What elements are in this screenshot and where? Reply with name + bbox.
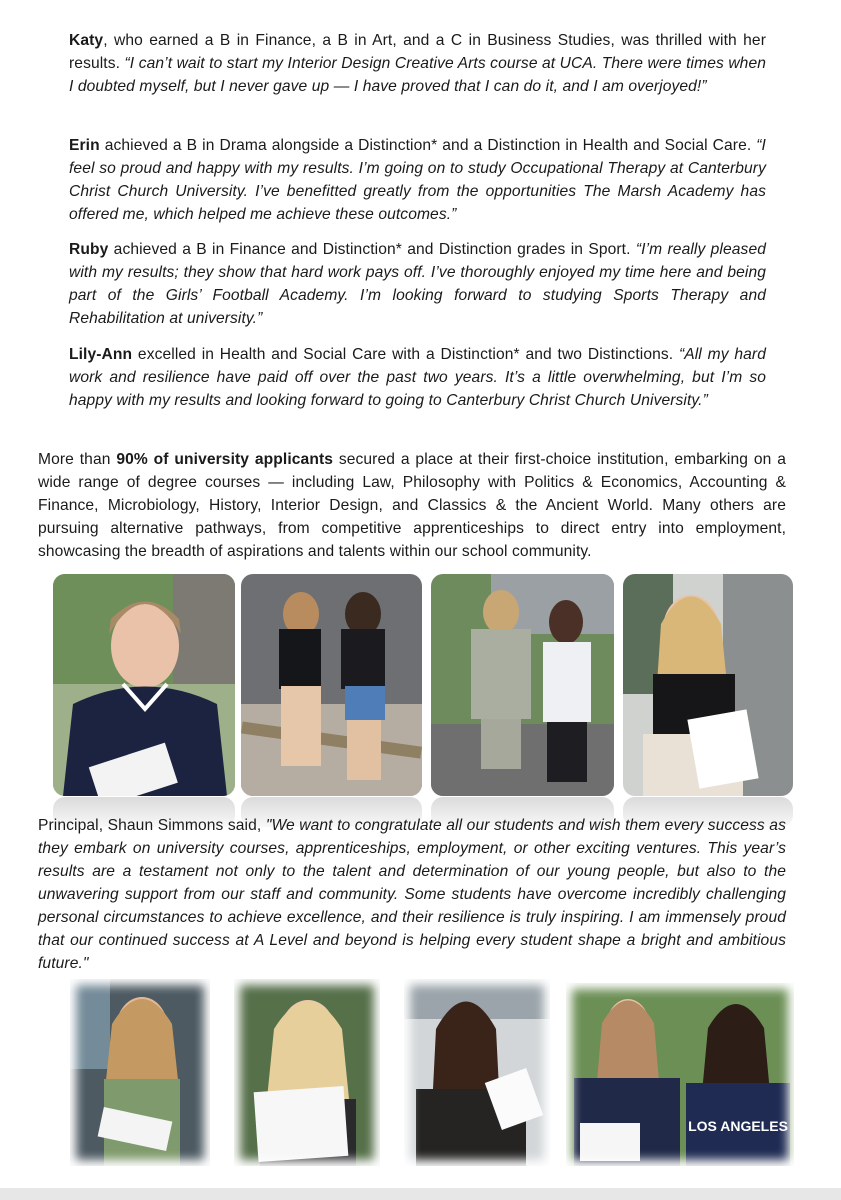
katy-name: Katy	[69, 32, 104, 49]
erin-quote: “I feel so proud and happy with my results. I’m going on to study Occupational Therapy at Canterbury Christ Church University. I’ve benefitted greatly from the opportunities The Marsh Academy has offered me, which helped me achieve these outcomes.”	[69, 137, 766, 223]
photo-students-hugging-courtyard	[241, 574, 422, 796]
ruby-paragraph	[69, 238, 766, 330]
katy-paragraph	[69, 29, 766, 98]
photo-student-blonde-results	[234, 979, 380, 1166]
erin-paragraph	[69, 134, 766, 226]
photo-students-hoodie-hug	[431, 574, 614, 796]
principal-text: Principal, Shaun Simmons said,	[38, 817, 266, 834]
photo-two-students-results	[566, 983, 794, 1166]
ruby-quote: “I’m really pleased with my results; they show that hard work pays off. I’ve thoroughly enjoyed my time here and being part of the Girls’ Football Academy. I’m looking forward to studying Sports Therapy and Rehabilitation at university.”	[69, 241, 766, 327]
photo-student-football-kit	[53, 574, 235, 796]
ruby-text: achieved a B in Finance and Distinction* and Distinction grades in Sport.	[108, 241, 636, 258]
shirt-logo-text: LOS ANGELES	[688, 1118, 788, 1134]
applicants-highlight: 90% of university applicants	[116, 451, 334, 468]
principal-paragraph	[38, 814, 786, 975]
katy-text: , who earned a B in Finance, a B in Art, and a C in Business Studies, was thrilled with her results.	[69, 32, 766, 72]
applicants-text: secured a place at their first-choice institution, embarking on a wide range of degree courses — including Law, Philosophy with Politics & Economics, Accounting & Finance, Microbiology, History, Interior Design, and Classics & the Ancient World. Many others are pursuing alternative pathways, from competitive apprenticeships to direct entry into employment, showcasing the breadth of aspirations and talents within our school community.	[38, 451, 786, 560]
photo-student-reading-results	[623, 574, 793, 796]
photo-soft-edge	[566, 983, 794, 1166]
principal-quote: "We want to congratulate all our students and wish them every success as they embark on university courses, apprenticeships, employment, or other exciting ventures. This year’s results are a testament not only to the talent and determination of our young people, but also to the unwavering support from our staff and community. Some students have overcome incredibly challenging personal circumstances to achieve excellence, and their resilience is truly inspiring. I am immensely proud that our continued success at A Level and beyond is helping every student shape a bright and ambitious future."	[38, 817, 786, 972]
applicants-pre: More than	[38, 451, 117, 468]
lily-ann-quote: “All my hard work and resilience have paid off over the past two years. It’s a little overwhelming, but I’m so happy with my results and looking forward to going to Canterbury Christ Church University.”	[69, 346, 766, 409]
lily-ann-name: Lily-Ann	[69, 346, 133, 363]
erin-text: achieved a B in Drama alongside a Distinction* and a Distinction in Health and Social Care.	[99, 137, 757, 154]
lily-ann-paragraph	[69, 343, 766, 412]
katy-quote: “I can’t wait to start my Interior Design Creative Arts course at UCA. There were times when I doubted myself, but I never gave up — I have proved that I can do it, and I am overjoyed!”	[69, 55, 766, 95]
applicants-paragraph	[38, 448, 786, 563]
photo-soft-edge	[234, 979, 380, 1166]
lily-ann-text: excelled in Health and Social Care with a Distinction* and two Distinctions.	[132, 346, 679, 363]
page-bottom-edge	[0, 1188, 841, 1200]
ruby-name: Ruby	[69, 241, 109, 258]
photo-soft-edge	[70, 979, 210, 1166]
erin-name: Erin	[69, 137, 100, 154]
photo-student-brunette-leather-jacket	[404, 979, 550, 1166]
photo-student-smiling-green-top	[70, 979, 210, 1166]
photo-soft-edge	[404, 979, 550, 1166]
